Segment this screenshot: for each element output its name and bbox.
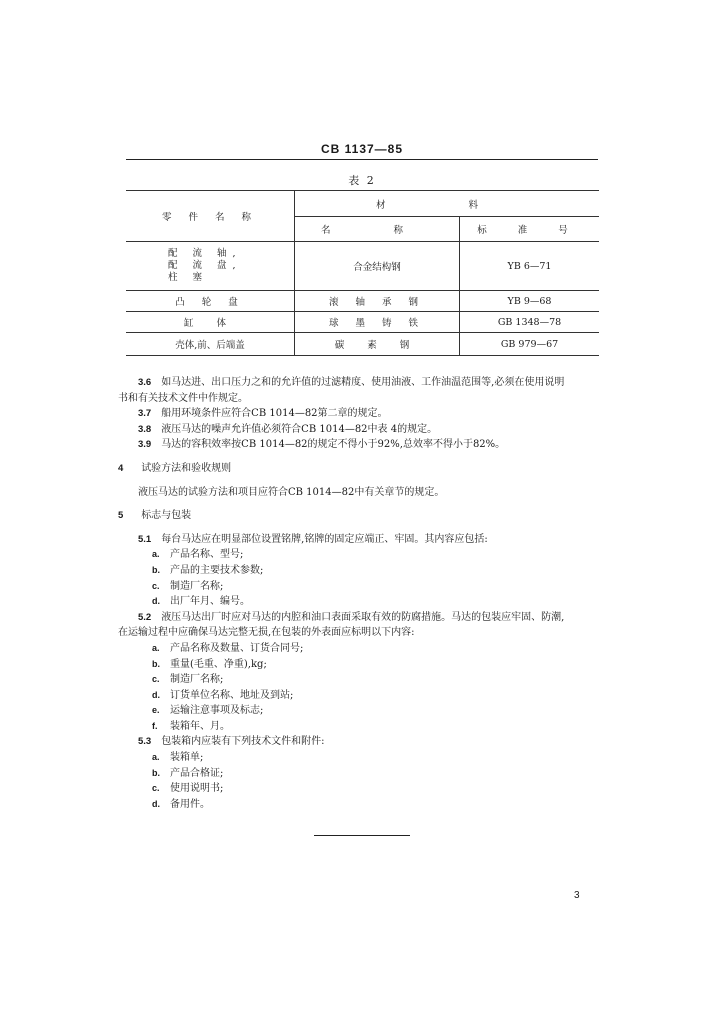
document-body (118, 375, 598, 812)
table-row (126, 242, 599, 291)
col-standard-header: 标 准 号 (460, 217, 600, 242)
col-part-header: 零 件 名 称 (126, 191, 295, 242)
material-cell: 碳 素 钢 (295, 333, 460, 356)
col-material-header: 材 料 (295, 191, 600, 217)
material-cell: 球 墨 铸 铁 (295, 312, 460, 333)
page-number: 3 (574, 890, 580, 901)
standard-cell: GB 1348—78 (460, 312, 600, 333)
clause-5-2-cont: 在运输过程中应确保马达完整无损,在包装的外表面应标明以下内容: (118, 627, 415, 639)
table-caption: 表 2 (348, 174, 376, 187)
section-4-heading: 4 试验方法和验收规则 (118, 462, 232, 474)
table-header-row (126, 191, 599, 217)
list-item: b. 产品的主要技术参数; (152, 564, 264, 576)
clause-5-3: 5.3 包装箱内应装有下列技术文件和附件: (138, 736, 325, 748)
list-item: f. 装箱年、月。 (152, 720, 230, 732)
clause-3-8: 3.8 液压马达的噪声允许值必须符合CB 1014—82中表 4的规定。 (138, 423, 438, 435)
list-item: b. 产品合格证; (152, 767, 224, 779)
material-cell: 滚 轴 承 钢 (295, 291, 460, 312)
clause-5-2: 5.2 液压马达出厂时应对马达的内腔和油口表面采取有效的防腐措施。马达的包装应牢固、防潮, (138, 611, 565, 623)
end-rule (314, 835, 410, 836)
part-cell: 凸 轮 盘 (126, 291, 295, 312)
material-cell: 合金结构钢 (295, 242, 460, 291)
part-cell: 配 流 轴, 配 流 盘, 柱 塞 (126, 242, 295, 291)
clause-3-9: 3.9 马达的容积效率按CB 1014—82的规定不得小于92%,总效率不得小于82%。 (138, 439, 506, 451)
clause-3-6-cont: 书和有关技术文件中作规定。 (118, 392, 248, 404)
list-item: d. 订货单位名称、地址及到站; (152, 689, 294, 701)
table-row (126, 333, 599, 356)
materials-table (126, 190, 599, 356)
clause-5-1: 5.1 每台马达应在明显部位设置铭牌,铭牌的固定应端正、牢固。其内容应包括: (138, 533, 488, 545)
list-item: d. 出厂年月、编号。 (152, 596, 250, 608)
header-rule (126, 159, 598, 160)
list-item: c. 制造厂名称; (152, 580, 224, 592)
part-cell: 壳体,前、后端盖 (126, 333, 295, 356)
standard-cell: YB 6—71 (460, 242, 600, 291)
list-item: c. 制造厂名称; (152, 674, 224, 686)
clause-3-6: 3.6 如马达进、出口压力之和的允许值的过滤精度、使用油液、工作油温范围等,必须在使用说明 (138, 377, 565, 388)
list-item: a. 产品名称及数量、订货合同号; (152, 642, 304, 654)
table-row (126, 291, 599, 312)
list-item: d. 备用件。 (152, 798, 210, 810)
standard-cell: YB 9—68 (460, 291, 600, 312)
part-cell: 缸 体 (126, 312, 295, 333)
standard-code-header: CB 1137—85 (320, 142, 404, 156)
table-row (126, 312, 599, 333)
section-5-heading: 5 标志与包装 (118, 510, 192, 522)
list-item: a. 装箱单; (152, 752, 204, 764)
clause-3-7: 3.7 船用环境条件应符合CB 1014—82第二章的规定。 (138, 408, 388, 420)
list-item: b. 重量(毛重、净重),kg; (152, 658, 267, 670)
list-item: c. 使用说明书; (152, 783, 224, 795)
list-item: a. 产品名称、型号; (152, 549, 244, 561)
col-name-header: 名 称 (295, 217, 460, 242)
list-item: e. 运输注意事项及标志; (152, 705, 264, 717)
section-4-text: 液压马达的试验方法和项目应符合CB 1014—82中有关章节的规定。 (138, 486, 445, 498)
standard-cell: GB 979—67 (460, 333, 600, 356)
